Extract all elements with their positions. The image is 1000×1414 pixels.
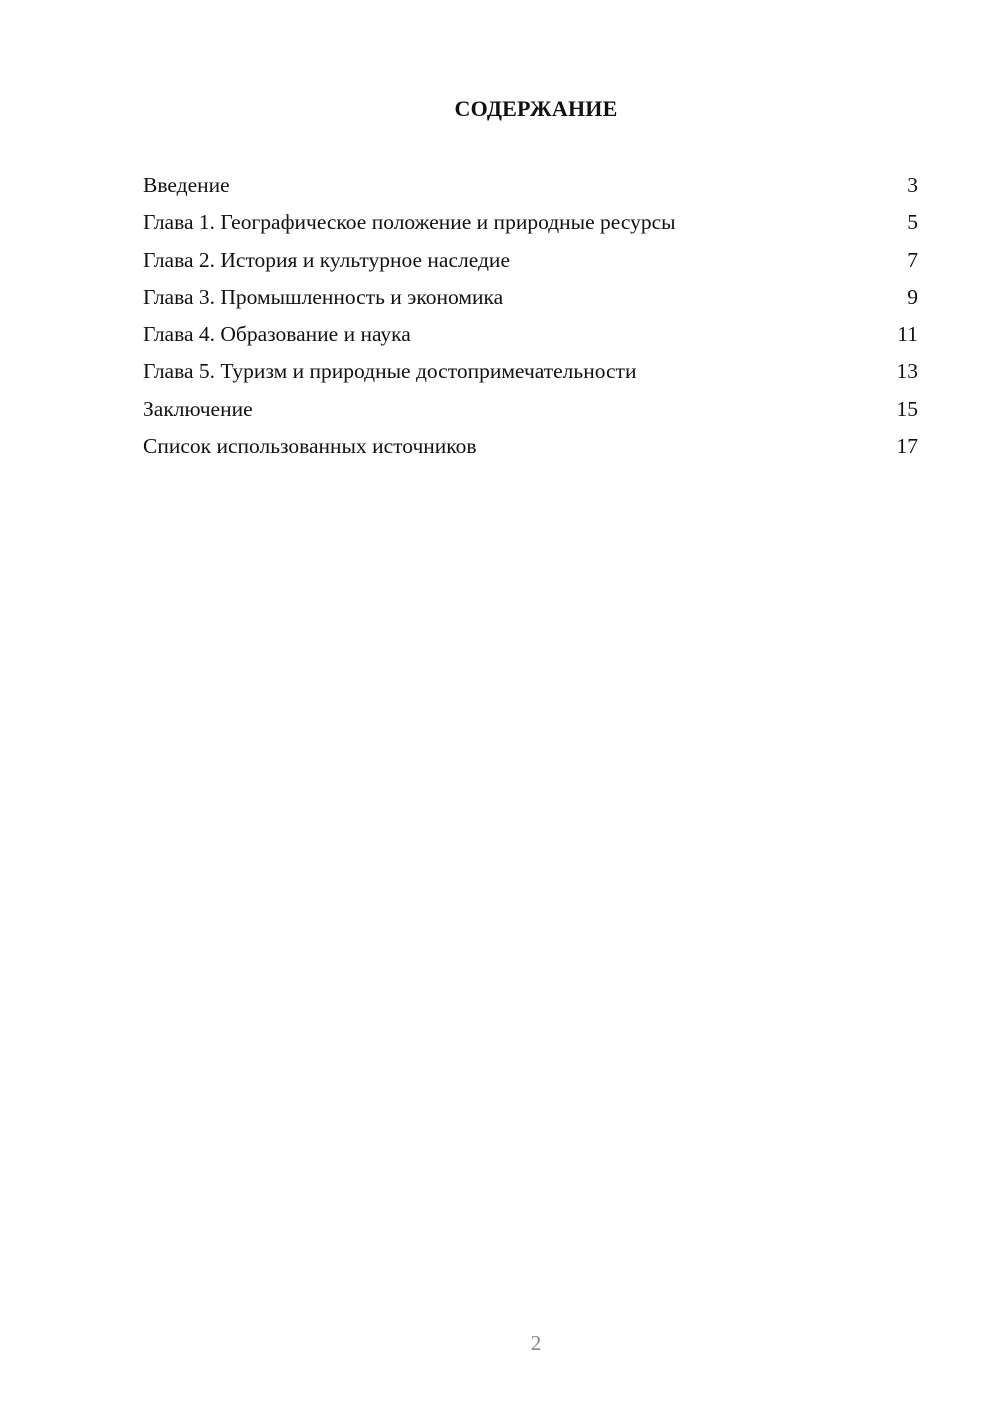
toc-entry-label: Список использованных источников	[143, 434, 477, 459]
toc-entry-page: 13	[896, 359, 918, 384]
toc-entry-page: 5	[907, 210, 918, 235]
toc-entry-page: 3	[907, 173, 918, 197]
page-number: 2	[530, 1331, 542, 1355]
toc-entry-label: Глава 3. Промышленность и экономика	[143, 284, 504, 309]
toc-entry-page: 15	[896, 396, 918, 421]
toc-entry	[143, 168, 918, 205]
toc-entry-label: Глава 1. Географическое положение и природные ресурсы	[143, 210, 676, 235]
toc-entry	[143, 243, 918, 280]
table-of-contents	[143, 168, 918, 466]
toc-entry	[143, 429, 918, 466]
toc-entry-page: 9	[907, 284, 918, 309]
toc-entry-label: Глава 4. Образование и наука	[143, 322, 411, 347]
toc-entry-page: 17	[896, 434, 918, 459]
toc-entry-label: Введение	[143, 173, 230, 197]
toc-entry	[143, 354, 918, 391]
toc-entry	[143, 280, 918, 317]
page-title: СОДЕРЖАНИЕ	[454, 96, 618, 121]
toc-entry-label: Глава 5. Туризм и природные достопримечательности	[143, 359, 637, 384]
toc-entry-page: 7	[907, 247, 918, 272]
toc-entry-label: Заключение	[143, 396, 253, 421]
toc-entry	[143, 392, 918, 429]
toc-entry-page: 11	[897, 322, 918, 347]
toc-entry	[143, 317, 918, 354]
toc-entry	[143, 205, 918, 242]
toc-entry-label: Глава 2. История и культурное наследие	[143, 247, 510, 272]
